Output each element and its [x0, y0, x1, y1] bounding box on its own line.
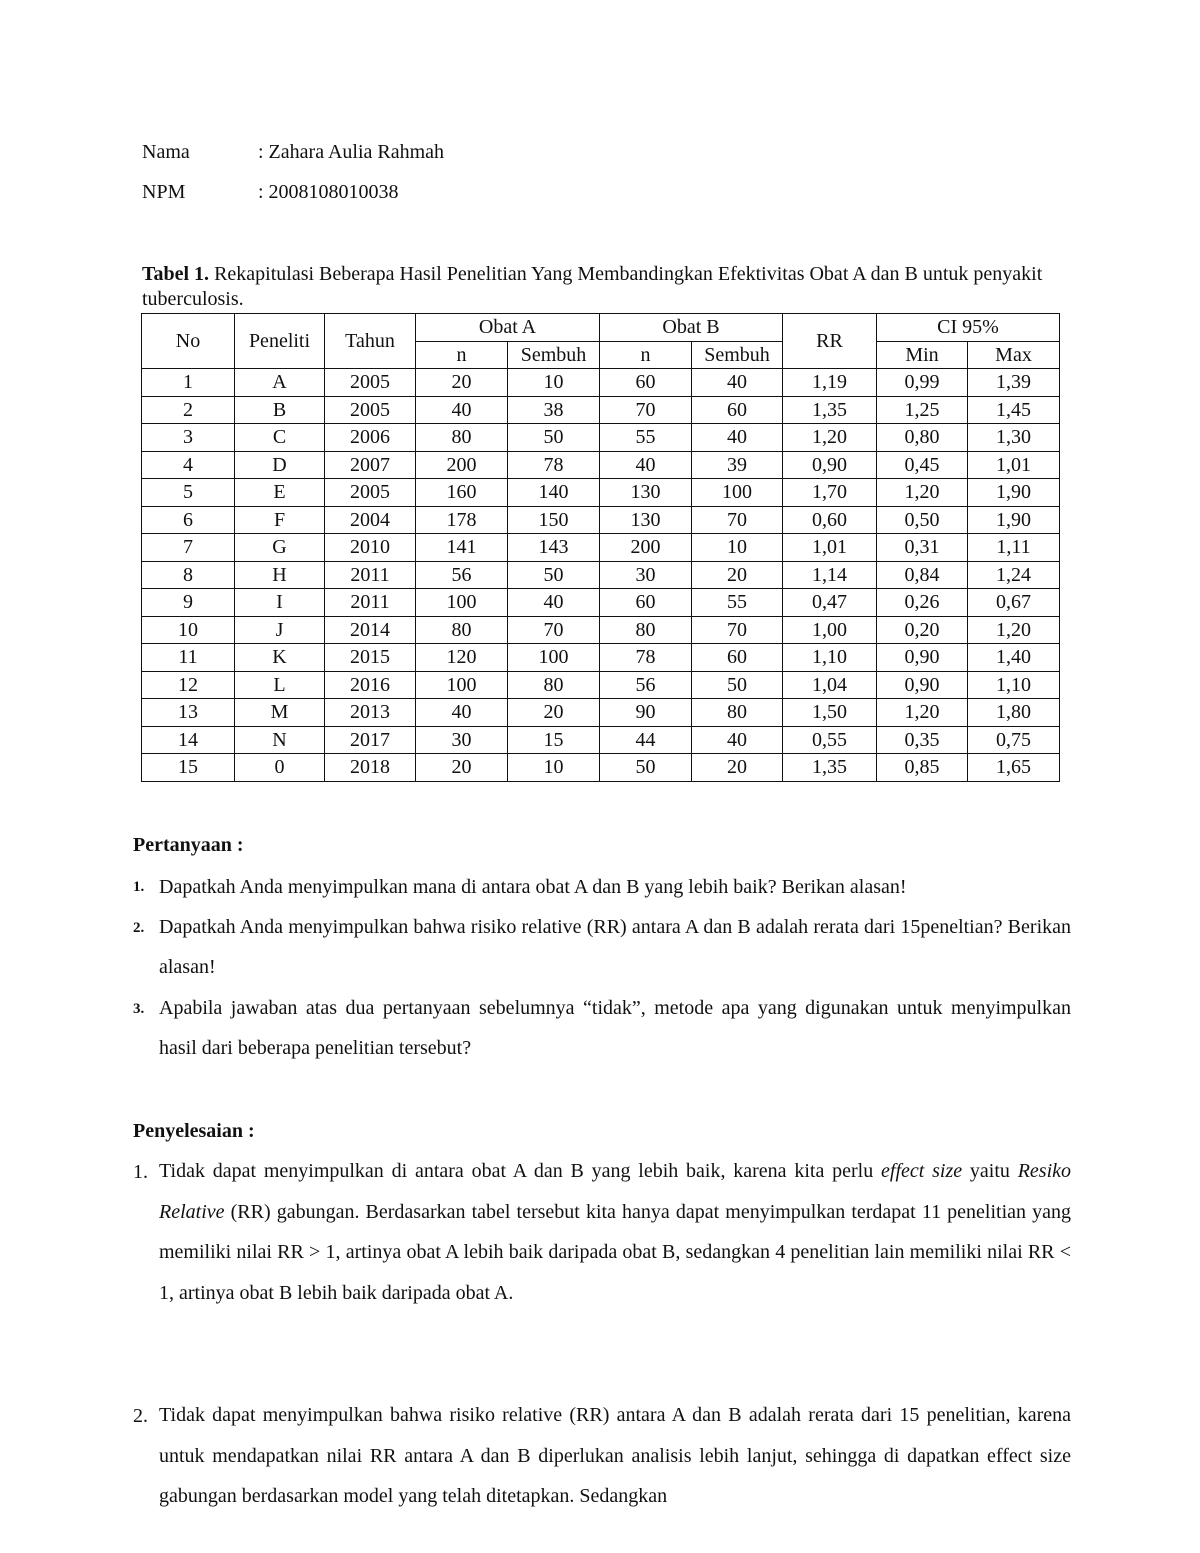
cell-obat-b-sembuh: 40 — [692, 369, 783, 397]
cell-ci-max: 1,10 — [968, 671, 1060, 699]
cell-rr: 1,04 — [783, 671, 877, 699]
cell-obat-b-n: 60 — [600, 589, 692, 617]
cell-obat-b-sembuh: 80 — [692, 699, 783, 727]
cell-obat-a-sembuh: 100 — [508, 644, 600, 672]
header-a-n: n — [416, 341, 508, 369]
cell-obat-a-n: 56 — [416, 561, 508, 589]
answer-1-em2: Resiko Relative — [159, 1160, 1071, 1223]
cell-ci-min: 0,90 — [877, 671, 968, 699]
npm-label: NPM — [142, 181, 186, 203]
question-1-text: Dapatkah Anda menyimpulkan mana di antara obat A dan B yang lebih baik? Berikan alasan! — [159, 876, 907, 898]
cell-obat-a-sembuh: 70 — [508, 616, 600, 644]
cell-ci-min: 1,25 — [877, 396, 968, 424]
answer-1-text — [159, 1151, 1071, 1313]
table-row — [142, 699, 1060, 727]
cell-ci-min: 0,80 — [877, 424, 968, 452]
cell-obat-b-n: 78 — [600, 644, 692, 672]
cell-ci-min: 0,20 — [877, 616, 968, 644]
cell-obat-b-sembuh: 39 — [692, 451, 783, 479]
cell-ci-max: 1,90 — [968, 479, 1060, 507]
cell-ci-max: 1,40 — [968, 644, 1060, 672]
cell-obat-b-n: 50 — [600, 754, 692, 782]
table-row — [142, 479, 1060, 507]
table-row — [142, 534, 1060, 562]
cell-tahun: 2010 — [325, 534, 416, 562]
cell-rr: 0,90 — [783, 451, 877, 479]
cell-obat-a-n: 80 — [416, 424, 508, 452]
cell-obat-b-sembuh: 55 — [692, 589, 783, 617]
cell-obat-a-sembuh: 78 — [508, 451, 600, 479]
cell-obat-a-n: 20 — [416, 369, 508, 397]
cell-ci-max: 1,20 — [968, 616, 1060, 644]
cell-tahun: 2017 — [325, 726, 416, 754]
header-rr: RR — [783, 314, 877, 369]
table-row — [142, 644, 1060, 672]
results-table — [141, 313, 1060, 782]
cell-obat-b-sembuh: 70 — [692, 506, 783, 534]
cell-no: 2 — [142, 396, 235, 424]
cell-no: 12 — [142, 671, 235, 699]
cell-obat-a-sembuh: 143 — [508, 534, 600, 562]
header-obat-b: Obat B — [600, 314, 783, 342]
cell-obat-a-n: 200 — [416, 451, 508, 479]
cell-peneliti: H — [235, 561, 325, 589]
question-3-number: 3. — [133, 1001, 145, 1017]
question-3-text: Apabila jawaban atas dua pertanyaan sebelumnya “tidak”, metode apa yang digunakan untuk menyimpulkan hasil dari beberapa penelitian tersebut? — [159, 997, 1071, 1059]
cell-obat-a-n: 80 — [416, 616, 508, 644]
cell-obat-b-n: 70 — [600, 396, 692, 424]
cell-peneliti: K — [235, 644, 325, 672]
answer-1-part2: yaitu — [962, 1160, 1018, 1182]
cell-ci-min: 1,20 — [877, 479, 968, 507]
cell-tahun: 2011 — [325, 561, 416, 589]
cell-tahun: 2004 — [325, 506, 416, 534]
cell-obat-b-sembuh: 100 — [692, 479, 783, 507]
cell-obat-a-sembuh: 50 — [508, 424, 600, 452]
cell-ci-min: 0,31 — [877, 534, 968, 562]
cell-obat-b-n: 60 — [600, 369, 692, 397]
cell-obat-b-n: 200 — [600, 534, 692, 562]
cell-tahun: 2014 — [325, 616, 416, 644]
cell-tahun: 2013 — [325, 699, 416, 727]
header-obat-a: Obat A — [416, 314, 600, 342]
cell-obat-b-sembuh: 20 — [692, 561, 783, 589]
cell-obat-b-n: 40 — [600, 451, 692, 479]
cell-peneliti: C — [235, 424, 325, 452]
cell-no: 4 — [142, 451, 235, 479]
cell-rr: 0,47 — [783, 589, 877, 617]
cell-obat-a-sembuh: 80 — [508, 671, 600, 699]
cell-ci-max: 1,01 — [968, 451, 1060, 479]
table-row — [142, 616, 1060, 644]
cell-ci-max: 1,90 — [968, 506, 1060, 534]
header-ci: CI 95% — [877, 314, 1060, 342]
cell-peneliti: G — [235, 534, 325, 562]
table-row — [142, 424, 1060, 452]
cell-no: 8 — [142, 561, 235, 589]
cell-no: 6 — [142, 506, 235, 534]
cell-obat-a-sembuh: 40 — [508, 589, 600, 617]
cell-ci-min: 0,85 — [877, 754, 968, 782]
cell-ci-max: 0,67 — [968, 589, 1060, 617]
cell-ci-max: 1,80 — [968, 699, 1060, 727]
cell-peneliti: J — [235, 616, 325, 644]
cell-peneliti: F — [235, 506, 325, 534]
cell-obat-a-n: 40 — [416, 699, 508, 727]
cell-no: 11 — [142, 644, 235, 672]
cell-tahun: 2005 — [325, 369, 416, 397]
cell-tahun: 2007 — [325, 451, 416, 479]
cell-ci-min: 0,45 — [877, 451, 968, 479]
npm-value: : 2008108010038 — [258, 181, 399, 203]
cell-peneliti: A — [235, 369, 325, 397]
cell-obat-b-sembuh: 40 — [692, 424, 783, 452]
header-tahun: Tahun — [325, 314, 416, 369]
cell-rr: 1,19 — [783, 369, 877, 397]
cell-obat-a-sembuh: 10 — [508, 754, 600, 782]
question-1-number: 1. — [133, 879, 145, 895]
cell-obat-b-n: 130 — [600, 479, 692, 507]
cell-ci-min: 0,50 — [877, 506, 968, 534]
cell-ci-min: 0,99 — [877, 369, 968, 397]
cell-obat-a-sembuh: 150 — [508, 506, 600, 534]
cell-rr: 1,70 — [783, 479, 877, 507]
table-row — [142, 726, 1060, 754]
name-value: : Zahara Aulia Rahmah — [258, 141, 445, 163]
cell-no: 7 — [142, 534, 235, 562]
answer-1-number: 1. — [133, 1161, 148, 1183]
cell-no: 3 — [142, 424, 235, 452]
cell-ci-min: 0,84 — [877, 561, 968, 589]
answer-2-number: 2. — [133, 1405, 148, 1427]
cell-tahun: 2015 — [325, 644, 416, 672]
cell-rr: 1,14 — [783, 561, 877, 589]
cell-peneliti: E — [235, 479, 325, 507]
header-b-n: n — [600, 341, 692, 369]
answer-1-part1: Tidak dapat menyimpulkan di antara obat A dan B yang lebih baik, karena kita perlu — [159, 1160, 882, 1182]
cell-ci-max: 1,24 — [968, 561, 1060, 589]
cell-obat-a-sembuh: 140 — [508, 479, 600, 507]
cell-obat-a-n: 141 — [416, 534, 508, 562]
table-row — [142, 369, 1060, 397]
table-row — [142, 589, 1060, 617]
table-row — [142, 671, 1060, 699]
cell-obat-a-sembuh: 15 — [508, 726, 600, 754]
answer-2-text: Tidak dapat menyimpulkan bahwa risiko relative (RR) antara A dan B adalah rerata dari 15 penelitian, karena untuk mendapatkan nilai RR antara A dan B diperlukan analisis lebih lanjut, sehingga di dapatkan effect size gabungan berdasarkan model yang telah ditetapkan. Sedangkan — [159, 1404, 1071, 1507]
header-a-sembuh: Sembuh — [508, 341, 600, 369]
cell-ci-min: 0,35 — [877, 726, 968, 754]
cell-no: 13 — [142, 699, 235, 727]
table-row — [142, 506, 1060, 534]
cell-tahun: 2011 — [325, 589, 416, 617]
table-body — [142, 369, 1060, 782]
table-row — [142, 561, 1060, 589]
table-row — [142, 451, 1060, 479]
cell-ci-min: 0,26 — [877, 589, 968, 617]
cell-obat-a-n: 20 — [416, 754, 508, 782]
table-row — [142, 754, 1060, 782]
cell-ci-max: 0,75 — [968, 726, 1060, 754]
caption-label: Tabel 1. — [142, 263, 210, 285]
cell-obat-a-n: 30 — [416, 726, 508, 754]
cell-obat-b-sembuh: 60 — [692, 644, 783, 672]
answer-1-part3: (RR) gabungan. Berdasarkan tabel tersebut kita hanya dapat menyimpulkan terdapat 11 penelitian yang memiliki nilai RR > 1, artinya obat A lebih baik daripada obat B, sedangkan 4 penelitian lain memiliki nilai RR < 1, artinya obat B lebih baik daripada obat A. — [159, 1200, 1071, 1304]
cell-obat-b-n: 90 — [600, 699, 692, 727]
cell-obat-a-sembuh: 20 — [508, 699, 600, 727]
header-peneliti: Peneliti — [235, 314, 325, 369]
header-max: Max — [968, 341, 1060, 369]
cell-obat-b-sembuh: 70 — [692, 616, 783, 644]
cell-no: 5 — [142, 479, 235, 507]
header-min: Min — [877, 341, 968, 369]
cell-no: 1 — [142, 369, 235, 397]
cell-ci-max: 1,65 — [968, 754, 1060, 782]
cell-obat-a-n: 40 — [416, 396, 508, 424]
cell-peneliti: N — [235, 726, 325, 754]
answers-title: Penyelesaian : — [133, 1120, 255, 1142]
cell-rr: 1,10 — [783, 644, 877, 672]
cell-obat-b-n: 55 — [600, 424, 692, 452]
cell-obat-a-n: 160 — [416, 479, 508, 507]
header-no: No — [142, 314, 235, 369]
cell-rr: 0,60 — [783, 506, 877, 534]
cell-rr: 1,50 — [783, 699, 877, 727]
cell-rr: 1,01 — [783, 534, 877, 562]
cell-ci-max: 1,11 — [968, 534, 1060, 562]
cell-tahun: 2006 — [325, 424, 416, 452]
cell-obat-b-n: 44 — [600, 726, 692, 754]
cell-obat-b-sembuh: 50 — [692, 671, 783, 699]
cell-ci-max: 1,30 — [968, 424, 1060, 452]
cell-no: 14 — [142, 726, 235, 754]
cell-obat-a-n: 100 — [416, 671, 508, 699]
cell-obat-b-n: 80 — [600, 616, 692, 644]
cell-obat-a-sembuh: 38 — [508, 396, 600, 424]
cell-no: 15 — [142, 754, 235, 782]
answer-1-em1: effect size — [881, 1160, 963, 1182]
cell-peneliti: D — [235, 451, 325, 479]
cell-peneliti: I — [235, 589, 325, 617]
table-row — [142, 396, 1060, 424]
cell-obat-b-n: 30 — [600, 561, 692, 589]
cell-obat-b-n: 56 — [600, 671, 692, 699]
cell-peneliti: B — [235, 396, 325, 424]
cell-obat-a-n: 100 — [416, 589, 508, 617]
cell-no: 10 — [142, 616, 235, 644]
cell-ci-max: 1,39 — [968, 369, 1060, 397]
name-label: Nama — [142, 141, 190, 163]
cell-rr: 1,35 — [783, 754, 877, 782]
cell-rr: 1,00 — [783, 616, 877, 644]
cell-ci-max: 1,45 — [968, 396, 1060, 424]
question-2-text: Dapatkah Anda menyimpulkan bahwa risiko relative (RR) antara A dan B adalah rerata dari 15peneltian? Berikan alasan! — [159, 916, 1071, 978]
cell-obat-a-n: 120 — [416, 644, 508, 672]
question-2-number: 2. — [133, 920, 145, 936]
cell-rr: 1,35 — [783, 396, 877, 424]
cell-obat-b-sembuh: 20 — [692, 754, 783, 782]
cell-obat-b-sembuh: 60 — [692, 396, 783, 424]
cell-tahun: 2005 — [325, 396, 416, 424]
cell-ci-min: 0,90 — [877, 644, 968, 672]
cell-obat-b-sembuh: 40 — [692, 726, 783, 754]
cell-obat-b-sembuh: 10 — [692, 534, 783, 562]
cell-obat-b-n: 130 — [600, 506, 692, 534]
caption-text: Rekapitulasi Beberapa Hasil Penelitian Yang Membandingkan Efektivitas Obat A dan B untuk penyakit tuberculosis. — [142, 263, 1043, 310]
cell-peneliti: 0 — [235, 754, 325, 782]
cell-tahun: 2018 — [325, 754, 416, 782]
cell-no: 9 — [142, 589, 235, 617]
header-b-sembuh: Sembuh — [692, 341, 783, 369]
cell-tahun: 2005 — [325, 479, 416, 507]
cell-rr: 0,55 — [783, 726, 877, 754]
cell-rr: 1,20 — [783, 424, 877, 452]
cell-peneliti: M — [235, 699, 325, 727]
cell-tahun: 2016 — [325, 671, 416, 699]
cell-obat-a-sembuh: 50 — [508, 561, 600, 589]
cell-ci-min: 1,20 — [877, 699, 968, 727]
cell-obat-a-n: 178 — [416, 506, 508, 534]
questions-title: Pertanyaan : — [133, 834, 244, 856]
cell-peneliti: L — [235, 671, 325, 699]
table-caption — [142, 262, 1072, 312]
cell-obat-a-sembuh: 10 — [508, 369, 600, 397]
